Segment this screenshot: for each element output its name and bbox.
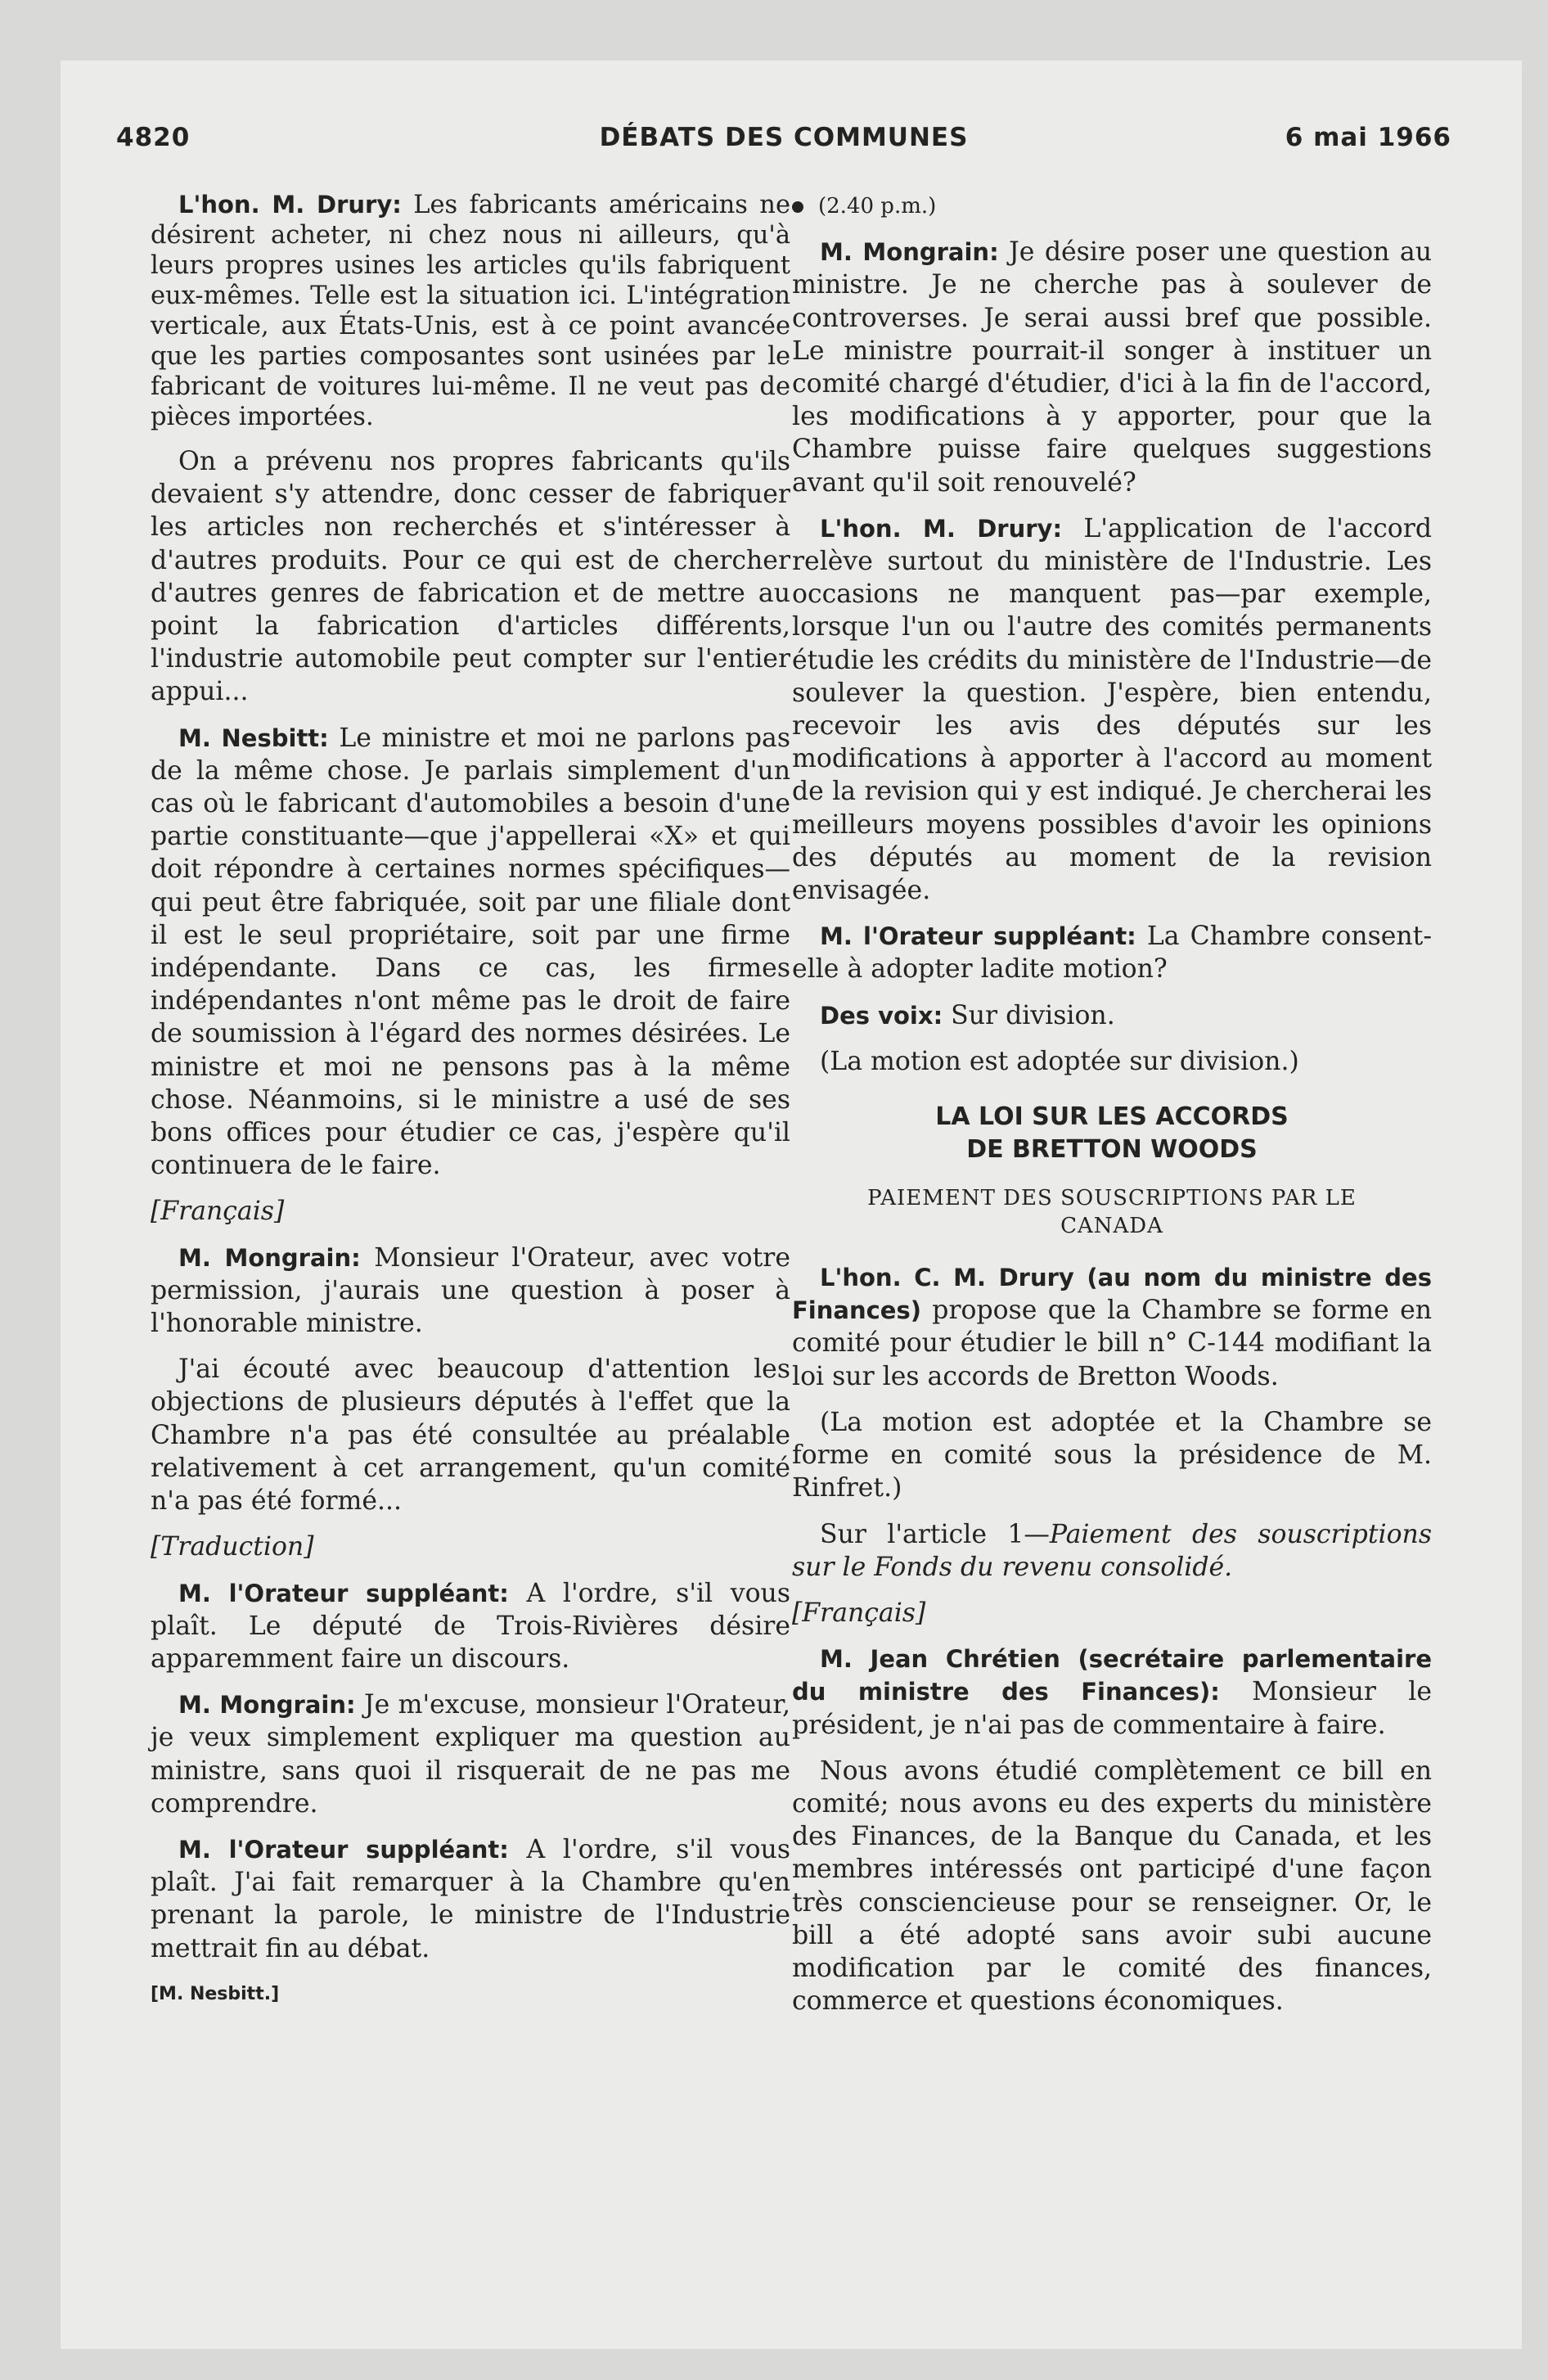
speaker-name: L'hon. M. Drury: [820, 514, 1063, 543]
speaker-name: M. l'Orateur suppléant: [178, 1835, 509, 1864]
paragraph: Nous avons étudié complètement ce bill en comité; nous avons eu des experts du ministère des Finances, de la Banque du Canada, et les membres intéressés ont participé d'une façon très consciencieuse pour se renseigner. Or, le bill a été adopté sans avoir subi aucune modification par le comité des finances, commerce et questions économiques. [792, 1756, 1432, 2017]
paragraph [792, 1261, 1432, 1393]
speech-text: Monsieur l'Orateur, avec votre permission, j'aurais une question à poser à l'honorable ministre. [151, 1242, 790, 1339]
paragraph [151, 722, 790, 1183]
language-label: Français [802, 1598, 916, 1628]
page-header [116, 123, 1451, 162]
paragraph [792, 920, 1432, 985]
time-marker [792, 190, 1432, 223]
speech-text: Monsieur le président, je n'ai pas de commentaire à faire. [792, 1677, 1432, 1740]
paragraph: J'ai écouté avec beaucoup d'attention les objections de plusieurs députés à l'effet que la Chambre n'a pas été consultée au préalable relativement à cet arrangement, qu'un comité n'a pas été formé... [151, 1355, 790, 1517]
section-heading [792, 1101, 1432, 1166]
footer-speaker-tag: [M. Nesbitt.] [151, 1983, 280, 2004]
speaker-name: Des voix: [820, 1001, 943, 1030]
speaker-name: M. Jean Chrétien (secrétaire parlementaire du ministre des Finances): [792, 1645, 1432, 1706]
speech-text: L'application de l'accord relève surtout du ministère de l'Industrie. Les occasions ne manquent pas—par exemple, lorsque l'un ou l'autre des comités permanents étudie les crédits du ministère de l'Industrie—de soulever la question. J'espère, bien entendu, recevoir les avis des députés sur les modifications à apporter à l'accord au moment de la revision qui y est indiqué. Je chercherai les meilleurs moyens possibles d'avoir les opinions des députés au moment de la revision envisagée. [792, 513, 1432, 906]
article-text: Sur l'article 1— [820, 1519, 1050, 1549]
section-subheading: PAIEMENT DES SOUSCRIPTIONS PAR LE CANADA [867, 1186, 1357, 1239]
language-label: Traduction [160, 1532, 304, 1562]
paragraph [792, 236, 1432, 499]
paragraph [792, 1518, 1432, 1584]
speaker-name: L'hon. M. Drury: [178, 191, 402, 219]
article-title: Paiement des souscriptions sur le Fonds du revenu consolidé. [792, 1519, 1432, 1582]
speech-text: Je désire poser une question au ministre. Je ne cherche pas à soulever de controverses. Je serai aussi bref que possible. Le ministre pourrait-il songer à instituer un comité chargé d'étudier, d'ici à la fin de l'accord, les modifications à y apporter, pour que la Chambre puisse faire quelques suggestions avant qu'il soit renouvelé? [792, 237, 1432, 498]
paragraph [792, 512, 1432, 907]
paragraph [151, 1242, 790, 1341]
speaker-name: M. l'Orateur suppléant: [178, 1579, 509, 1607]
speech-text: La Chambre consent-elle à adopter ladite motion? [792, 922, 1432, 985]
speech-text: Sur division. [943, 1000, 1115, 1030]
speaker-name: L'hon. C. M. Drury (au nom du ministre des Finances) [792, 1264, 1432, 1325]
header-page-number: 4820 [116, 123, 191, 152]
paragraph: (La motion est adoptée sur division.) [820, 1046, 1299, 1076]
speaker-name: M. Mongrain: [820, 238, 999, 267]
left-column [151, 190, 790, 2011]
speech-text: A l'ordre, s'il vous plaît. Le député de Trois-Rivières désire apparemment faire un discours. [151, 1578, 790, 1674]
language-marker: [Français] [151, 1197, 285, 1227]
bullet-icon [792, 201, 803, 213]
paragraph [151, 1833, 790, 1965]
paragraph: (La motion est adoptée et la Chambre se forme en comité sous la présidence de M. Rinfret.) [792, 1407, 1432, 1503]
right-column [792, 190, 1432, 2031]
speech-text: Le ministre et moi ne parlons pas de la même chose. Je parlais simplement d'un cas où le fabricant d'automobiles a besoin d'une partie constituante—que j'appellerai «X» et qui doit répondre à certaines normes spécifiques—qui peut être fabriquée, soit par une filiale dont il est le seul propriétaire, soit par une firme indépendante. Dans ce cas, les firmes indépendantes n'ont même pas le droit de faire de soumission à l'égard des normes désirées. Le ministre et moi ne pensons pas à la même chose. Néanmoins, si le ministre a usé de ses bons offices pour étudier ce cas, j'espère qu'il continuera de le faire. [151, 723, 790, 1181]
language-label: Français [160, 1197, 274, 1227]
paragraph [151, 1577, 790, 1676]
language-marker: [Français] [792, 1598, 926, 1628]
speaker-name: M. Mongrain: [178, 1243, 361, 1272]
paragraph [151, 190, 790, 432]
heading-line: DE BRETTON WOODS [966, 1135, 1258, 1165]
speaker-name: M. Mongrain: [178, 1691, 356, 1720]
speech-text: propose que la Chambre se forme en comité pour étudier le bill n° C-144 modifiant la loi sur les accords de Bretton Woods. [792, 1296, 1432, 1391]
paragraph [151, 1688, 790, 1820]
speaker-name: M. Nesbitt: [178, 723, 329, 752]
speaker-name: M. l'Orateur suppléant: [820, 922, 1136, 951]
language-marker: [Traduction] [151, 1532, 314, 1562]
speech-text: Les fabricants américains ne désirent acheter, ni chez nous ni ailleurs, qu'à leurs propres usines les articles qu'ils fabriquent eux-mêmes. Telle est la situation ici. L'intégration verticale, aux États-Unis, est à ce point avancée que les parties composantes sont usinées par le fabricant de voitures lui-même. Il ne veut pas de pièces importées. [151, 191, 790, 431]
time-text: (2.40 p.m.) [818, 194, 937, 219]
speech-text: A l'ordre, s'il vous plaît. J'ai fait remarquer à la Chambre qu'en prenant la parole, le ministre de l'Industrie mettrait fin au débat. [151, 1834, 790, 1963]
header-title: DÉBATS DES COMMUNES [599, 123, 969, 152]
speech-text: Je m'excuse, monsieur l'Orateur, je veux simplement expliquer ma question au ministre, sans quoi il risquerait de ne pas me comprendre. [151, 1690, 790, 1819]
paragraph: On a prévenu nos propres fabricants qu'ils devaient s'y attendre, donc cesser de fabriquer les articles non recherchés et s'intéresser à d'autres produits. Pour ce qui est de chercher d'autres genres de fabrication et de mettre au point la fabrication d'articles différents, l'industrie automobile peut compter sur l'entier appui... [151, 447, 790, 707]
paragraph [792, 999, 1432, 1032]
header-date: 6 mai 1966 [1285, 123, 1451, 152]
paragraph [792, 1643, 1432, 1742]
heading-line: LA LOI SUR LES ACCORDS [935, 1102, 1289, 1132]
